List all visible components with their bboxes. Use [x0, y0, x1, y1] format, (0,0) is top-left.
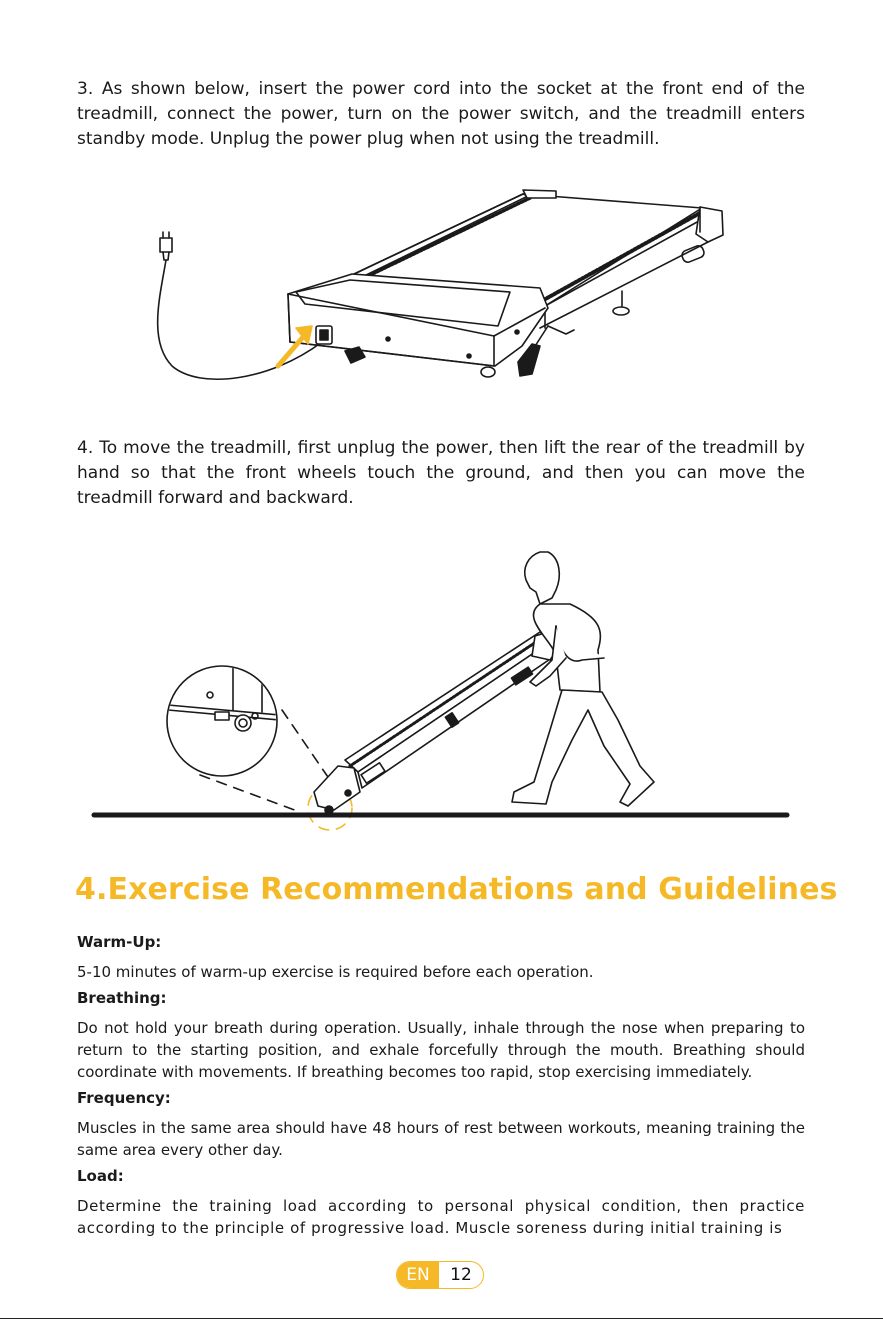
language-label: EN [397, 1262, 439, 1288]
guideline-frequency [77, 1088, 805, 1161]
moving-treadmill-illustration [0, 540, 883, 840]
guideline-heading: Frequency: [77, 1089, 171, 1107]
guideline-warm-up [77, 932, 805, 983]
guideline-load [77, 1166, 805, 1239]
step-4-paragraph: 4. To move the treadmill, first unplug the power, then lift the rear of the treadmill by hand so that the front wheels touch the ground, and then you can move the treadmill forward and backward. [77, 438, 805, 508]
person-figure [512, 552, 654, 806]
guideline-text: Muscles in the same area should have 48 hours of rest between workouts, meaning training the same area every other day. [77, 1119, 805, 1159]
page-number-badge [396, 1261, 484, 1289]
page-number: 12 [450, 1265, 472, 1285]
guideline-text: Determine the training load according to personal physical condition, then practice according to the principle of progressive load. Muscle soreness during initial training is [77, 1197, 805, 1237]
treadmill-power-cord-illustration [0, 176, 883, 406]
guideline-heading: Warm-Up: [77, 933, 162, 951]
front-wheel-detail-inset [167, 665, 280, 776]
motor-housing [288, 274, 629, 377]
step-3-paragraph: 3. As shown below, insert the power cord into the socket at the front end of the treadmill, connect the power, turn on the power switch, and the treadmill enters standby mode. Unplug the power plug when not using the treadmill. [77, 79, 805, 149]
guidelines-list [77, 932, 805, 1244]
bottom-divider [0, 1318, 883, 1319]
section-title: 4.Exercise Recommendations and Guidelines [75, 872, 838, 907]
guideline-heading: Load: [77, 1167, 124, 1185]
guideline-breathing [77, 988, 805, 1083]
guideline-heading: Breathing: [77, 989, 167, 1007]
power-plug-icon [160, 232, 172, 260]
guideline-text: 5-10 minutes of warm-up exercise is required before each operation. [77, 963, 594, 981]
guideline-text: Do not hold your breath during operation. Usually, inhale through the nose when preparing to return to the starting position, and exhale forcefully through the mouth. Breathing should coordinate with movements. If breathing becomes too rapid, stop exercising immediately. [77, 1019, 805, 1081]
